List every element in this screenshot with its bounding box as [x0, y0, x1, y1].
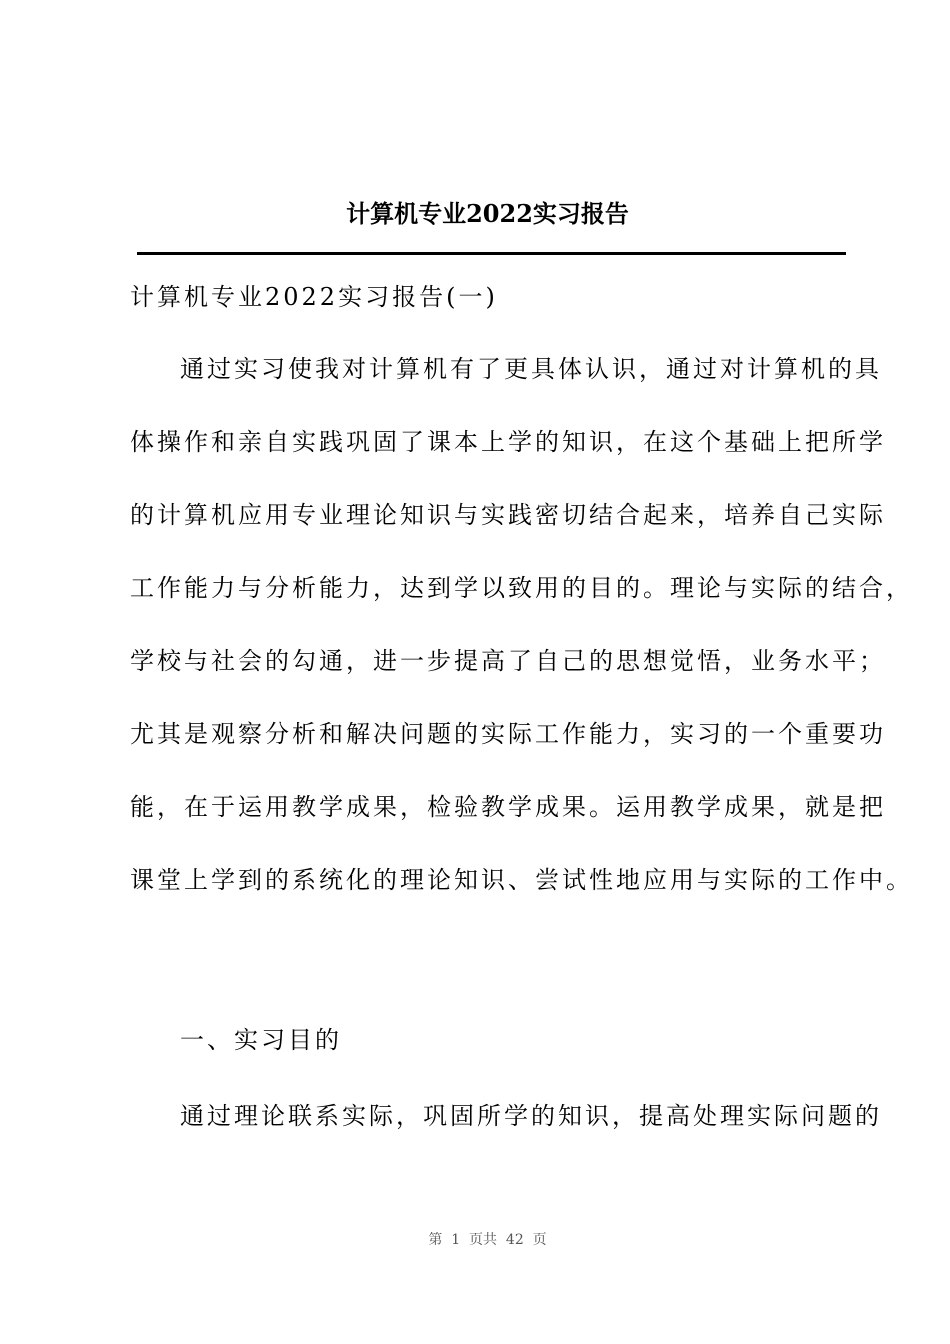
- paragraph-line: 尤其是观察分析和解决问题的实际工作能力，实习的一个重要功: [130, 720, 886, 748]
- section-heading: 一、实习目的: [180, 1026, 342, 1054]
- paragraph-line: 能，在于运用教学成果，检验教学成果。运用教学成果，就是把: [130, 793, 886, 821]
- document-title: 计算机专业2022实习报告: [346, 199, 629, 228]
- paragraph-line: 的计算机应用专业理论知识与实践密切结合起来，培养自己实际: [130, 501, 886, 529]
- paragraph-line: 体操作和亲自实践巩固了课本上学的知识，在这个基础上把所学: [130, 428, 886, 456]
- paragraph-line: 通过理论联系实际，巩固所学的知识，提高处理实际问题的: [180, 1102, 882, 1130]
- report-subtitle: 计算机专业2022实习报告(一): [130, 283, 498, 311]
- paragraph-line: 工作能力与分析能力，达到学以致用的目的。理论与实际的结合，: [130, 574, 913, 602]
- paragraph-line: 通过实习使我对计算机有了更具体认识，通过对计算机的具: [180, 355, 882, 383]
- paragraph-line: 课堂上学到的系统化的理论知识、尝试性地应用与实际的工作中。: [130, 866, 913, 894]
- paragraph-line: 学校与社会的勾通，进一步提高了自己的思想觉悟，业务水平；: [130, 647, 886, 675]
- page-number-footer: 第 1 页共 42 页: [428, 1232, 547, 1248]
- title-underline: [137, 252, 846, 255]
